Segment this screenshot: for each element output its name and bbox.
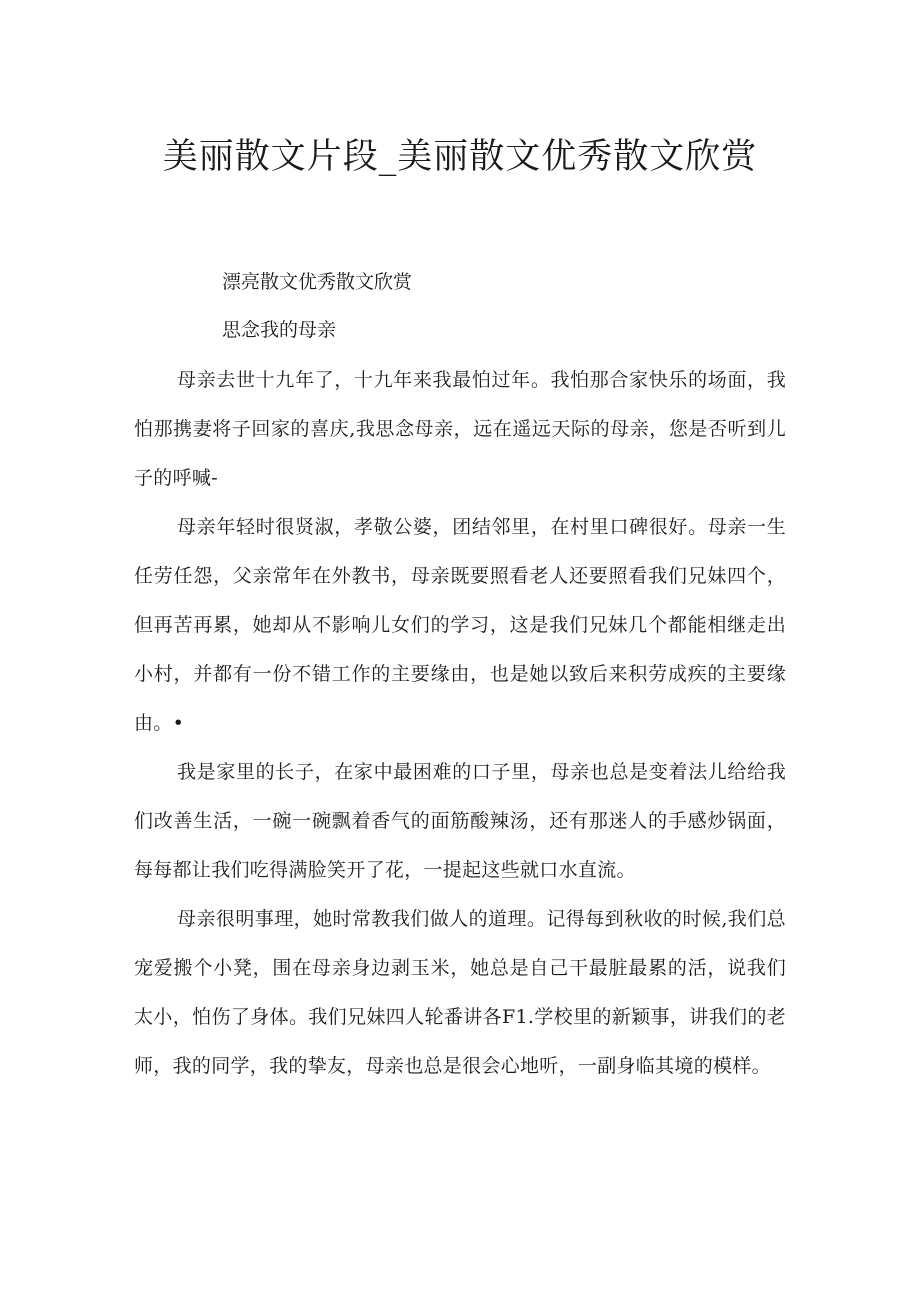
subheading-essay-title: 思念我的母亲 — [222, 319, 337, 341]
essay-body — [134, 356, 786, 1091]
paragraph: 母亲很明事理，她时常教我们做人的道理。记得每到秋收的时候,我们总宠爱搬个小凳，围在母亲身边剥玉米，她总是自己干最脏最累的活，说我们太小，怕伤了身体。我们兄妹四人轮番讲各F1.学校里的新颖事，讲我们的老师，我的同学，我的挚友，母亲也总是很会心地听，一副身临其境的模样。 — [134, 908, 786, 1077]
document-title: 美丽散文片段_美丽散文优秀散文欣赏 — [162, 137, 758, 177]
paragraph: 母亲去世十九年了，十九年来我最怕过年。我怕那合家快乐的场面，我怕那携妻将子回家的喜庆,我思念母亲，远在遥远天际的母亲，您是否听到儿子的呼喊- — [134, 369, 786, 489]
paragraph: 母亲年轻时很贤淑，孝敬公婆，团结邻里，在村里口碑很好。母亲一生任劳任怨，父亲常年在外教书，母亲既要照看老人还要照看我们兄妹四个，但再苦再累，她却从不影响儿女们的学习，这是我们兄妹几个都能相继走出小村，并都有一份不错工作的主要缘由，也是她以致后来积劳成疾的主要缘由。• — [134, 516, 786, 734]
paragraph: 我是家里的长子，在家中最困难的口子里，母亲也总是变着法儿给给我们改善生活，一碗一碗飘着香气的面筋酸辣汤，还有那迷人的手感炒锅面，每每都让我们吃得满脸笑开了花，一提起这些就口水直流。 — [134, 761, 786, 881]
subheading-collection: 漂亮散文优秀散文欣赏 — [222, 271, 413, 293]
